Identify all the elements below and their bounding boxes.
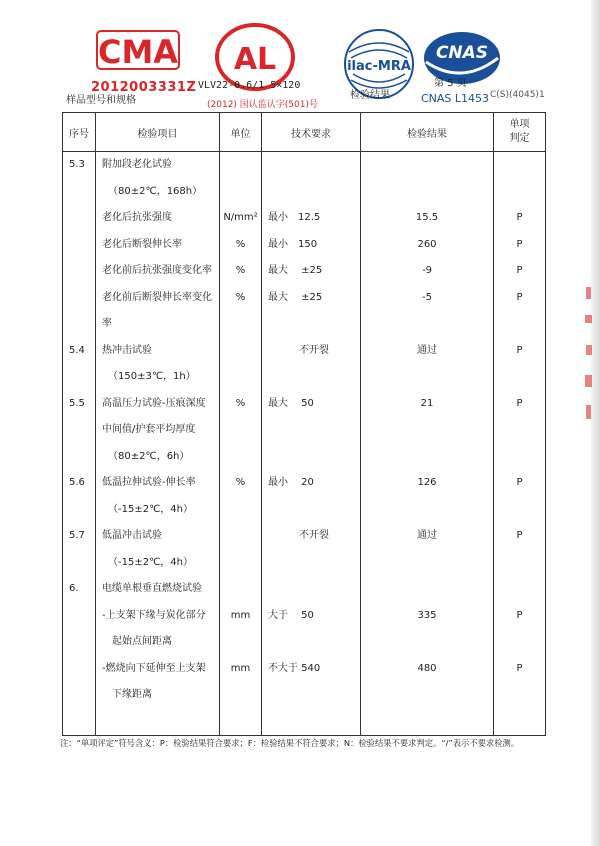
cell-num — [63, 152, 96, 338]
cell-item-line: 附加段老化试验 — [102, 159, 172, 170]
cell-item-line: 高温压力试验-压痕深度 — [102, 397, 206, 409]
cell-requirement-line: 不大于 540 — [268, 662, 321, 674]
cell-judgement — [494, 523, 546, 576]
cell-judgement-line — [494, 152, 545, 179]
cell-item-line: （-15±2℃，4h） — [108, 556, 194, 568]
cell-item-line: （-15±2℃，4h） — [108, 503, 194, 515]
cell-unit-line — [220, 364, 261, 391]
cell-unit — [220, 576, 262, 736]
cell-judgement-line: P — [516, 265, 523, 276]
cell-item — [96, 523, 220, 576]
cell-item-line: 老化后抗张强度 — [102, 212, 172, 223]
table-row — [63, 391, 546, 471]
cell-judgement-line: P — [516, 291, 523, 303]
cell-item-line: 老化前后断裂伸长率变化 — [102, 291, 212, 303]
cell-unit-line — [220, 576, 261, 603]
row-number — [69, 603, 95, 630]
cell-unit-line: % — [235, 477, 246, 488]
cell-unit-line: % — [235, 397, 246, 409]
cell-judgement — [494, 391, 546, 471]
cell-item — [96, 470, 220, 523]
cell-requirement-line: 最大 ±25 — [268, 265, 323, 276]
col-header-item: 检验项目 — [96, 113, 220, 152]
cell-result-line: 335 — [417, 609, 437, 621]
cell-result-line — [361, 576, 493, 603]
cell-result-line — [361, 364, 493, 391]
cell-num — [63, 391, 96, 471]
page-info: 第 5 页 — [434, 78, 467, 89]
cell-requirement — [262, 576, 361, 736]
row-number — [69, 179, 95, 206]
cell-item-line: 老化后断裂伸长率 — [102, 238, 182, 250]
sample-row — [62, 78, 545, 112]
svg-text:CMA: CMA — [97, 33, 179, 71]
cell-result-line — [361, 709, 493, 736]
col-header-judgement — [494, 113, 546, 152]
table-header-row — [63, 113, 546, 152]
cell-result-line: 480 — [417, 662, 437, 674]
cell-judgement-line: P — [516, 344, 523, 356]
cell-unit-line: mm — [230, 609, 251, 621]
cell-requirement-line — [268, 550, 360, 577]
row-number: 5.4 — [69, 344, 85, 356]
cell-result-line — [361, 497, 493, 524]
cell-judgement-line: P — [516, 212, 523, 223]
row-number — [69, 205, 95, 232]
cell-judgement-line: P — [516, 609, 523, 621]
col-header-num: 序号 — [63, 113, 96, 152]
cell-unit-line: N/mm² — [223, 212, 258, 223]
cell-result-line: -9 — [422, 265, 432, 276]
cell-result-line: 通过 — [417, 344, 437, 356]
cell-requirement-line: 最小 12.5 — [268, 212, 321, 223]
cell-result — [361, 470, 494, 523]
cell-judgement-line — [494, 550, 545, 577]
cell-unit-line — [220, 709, 261, 736]
cell-judgement-line — [494, 311, 545, 338]
cell-requirement-line: 不开裂 — [299, 344, 329, 356]
cell-unit-line — [220, 550, 261, 577]
cell-result-line — [361, 311, 493, 338]
cell-item-line: （80±2℃，168h） — [108, 185, 203, 197]
row-number — [69, 417, 95, 444]
cell-requirement — [262, 523, 361, 576]
cell-requirement-line: 最小 20 — [268, 477, 314, 488]
cell-unit — [220, 470, 262, 523]
row-number — [69, 444, 95, 471]
col-header-result: 检验结果 — [361, 113, 494, 152]
cell-judgement-line — [494, 444, 545, 471]
table-row — [63, 470, 546, 523]
cell-unit-line — [220, 523, 261, 550]
cell-requirement-line — [268, 152, 360, 179]
cell-result-line: 21 — [420, 397, 434, 409]
cell-unit — [220, 523, 262, 576]
cell-judgement-line — [494, 709, 545, 736]
row-number — [69, 497, 95, 524]
table-row — [63, 576, 546, 736]
cell-unit-line — [220, 338, 261, 365]
sample-value: VLV22-0.6/1 5×120 — [198, 80, 301, 91]
cell-requirement-line: 不开裂 — [299, 530, 329, 541]
cell-num — [63, 338, 96, 391]
cell-unit-line — [220, 417, 261, 444]
cell-unit-line — [220, 179, 261, 206]
result-label: 检验结果 — [350, 90, 390, 101]
cell-judgement-line — [494, 576, 545, 603]
cell-item-line: 老化前后抗张强度变化率 — [102, 265, 212, 276]
cell-judgement-line — [494, 179, 545, 206]
cell-result — [361, 152, 494, 338]
cell-judgement-line: P — [516, 477, 523, 488]
cell-unit-line — [220, 444, 261, 471]
cell-item — [96, 391, 220, 471]
cell-requirement — [262, 391, 361, 471]
side-seal-stamp — [583, 285, 595, 425]
cell-unit-line: % — [235, 238, 246, 250]
judge-header-line1: 单项 — [509, 119, 530, 130]
cell-judgement-line — [494, 364, 545, 391]
row-number — [69, 709, 95, 736]
cell-judgement-line — [494, 497, 545, 524]
cell-item-line: 率 — [102, 318, 112, 329]
cell-unit-line — [220, 152, 261, 179]
row-number: 5.3 — [69, 159, 85, 170]
cma-registration-no: 2012003331Z — [91, 80, 197, 95]
cell-unit-line — [220, 629, 261, 656]
cell-result-line — [361, 444, 493, 471]
cell-item-line: 起始点间距离 — [112, 636, 172, 647]
cell-result-line — [361, 682, 493, 709]
row-number — [69, 682, 95, 709]
row-number — [69, 232, 95, 259]
cell-unit-line — [220, 682, 261, 709]
cell-result — [361, 391, 494, 471]
cell-result-line — [361, 179, 493, 206]
cell-result — [361, 576, 494, 736]
row-number — [69, 311, 95, 338]
cell-requirement-line: 最大 50 — [268, 397, 314, 409]
cell-unit-line — [220, 497, 261, 524]
row-number — [69, 629, 95, 656]
svg-text:ilac-MRA: ilac-MRA — [347, 59, 411, 74]
cell-requirement-line — [268, 417, 360, 444]
col-header-unit: 单位 — [220, 113, 262, 152]
cell-num — [63, 523, 96, 576]
cnas-number: CNAS L1453 — [421, 92, 490, 105]
cell-unit — [220, 152, 262, 338]
table-row — [63, 152, 546, 338]
judge-header-line2: 判定 — [509, 133, 530, 144]
cell-result-line: 260 — [417, 238, 437, 250]
row-number: 5.7 — [69, 530, 85, 541]
cell-judgement-line: P — [516, 397, 523, 409]
cell-requirement-line: 最小 150 — [268, 238, 318, 250]
cell-judgement-line — [494, 417, 545, 444]
col-header-requirement: 技术要求 — [262, 113, 361, 152]
cell-requirement-line — [268, 179, 360, 206]
report-table — [62, 112, 546, 736]
cell-requirement — [262, 152, 361, 338]
cell-item-line: 低温拉伸试验-伸长率 — [102, 477, 196, 488]
row-number: 5.5 — [69, 397, 85, 409]
cma-logo — [95, 25, 181, 75]
cell-item-line: 中间值/护套平均厚度 — [102, 424, 196, 435]
cell-requirement-line — [268, 497, 360, 524]
row-number — [69, 258, 95, 285]
footnote: 注：“单项评定”符号含义：P：检验结果符合要求；F：检验结果不符合要求；N：检验结果不要求判定。“/”表示不要求检测。 — [60, 738, 520, 748]
cell-result-line: 通过 — [417, 530, 437, 541]
cell-requirement — [262, 338, 361, 391]
table-row — [63, 523, 546, 576]
svg-text:AL: AL — [233, 42, 277, 77]
cell-num — [63, 576, 96, 736]
table-row — [63, 338, 546, 391]
cell-item — [96, 152, 220, 338]
page-code: C(S)(4045)1 — [490, 90, 545, 100]
cell-result-line — [361, 417, 493, 444]
cell-requirement-line: 最大 ±25 — [268, 291, 323, 303]
cell-judgement — [494, 576, 546, 736]
cell-judgement-line: P — [516, 530, 523, 541]
svg-text:CNAS: CNAS — [435, 43, 489, 63]
cell-item-line: -燃烧向下延伸至上支架 — [102, 662, 206, 674]
cell-unit-line: % — [235, 291, 246, 303]
cell-item-line: 低温冲击试验 — [102, 530, 162, 541]
cell-judgement-line: P — [516, 662, 523, 674]
cell-requirement — [262, 470, 361, 523]
row-number: 5.6 — [69, 477, 85, 488]
cell-judgement-line: P — [516, 238, 523, 250]
cell-item — [96, 338, 220, 391]
cell-result — [361, 338, 494, 391]
cal-certificate-no: (2012) 国认监认字(501)号 — [207, 100, 318, 110]
cell-requirement-line — [268, 709, 360, 736]
row-number — [69, 364, 95, 391]
cell-item — [96, 576, 220, 736]
cell-num — [63, 470, 96, 523]
cell-requirement-line — [268, 682, 360, 709]
cell-requirement-line — [268, 444, 360, 471]
cell-result-line — [361, 629, 493, 656]
cell-judgement — [494, 470, 546, 523]
row-number: 6. — [69, 583, 79, 594]
cell-unit — [220, 391, 262, 471]
sample-label: 样品型号和规格 — [66, 95, 136, 106]
cell-judgement-line — [494, 682, 545, 709]
row-number — [69, 285, 95, 312]
cell-judgement — [494, 152, 546, 338]
cell-item-line: （80±2℃，6h） — [108, 450, 190, 462]
cell-requirement-line: 大于 50 — [268, 609, 314, 621]
row-number — [69, 656, 95, 683]
cell-item-line: 热冲击试验 — [102, 344, 152, 356]
cell-unit-line: mm — [230, 662, 251, 674]
cell-result-line — [361, 152, 493, 179]
cell-judgement-line — [494, 629, 545, 656]
cell-requirement-line — [268, 576, 360, 603]
cell-result-line — [361, 550, 493, 577]
cell-item-line: -上支架下缘与炭化部分 — [102, 609, 206, 621]
cell-requirement-line — [268, 364, 360, 391]
cell-result-line: 126 — [417, 477, 437, 488]
cell-requirement-line — [268, 311, 360, 338]
cell-item-line: 电缆单根垂直燃烧试验 — [102, 583, 202, 594]
cell-item-line — [102, 709, 219, 736]
cell-unit — [220, 338, 262, 391]
cell-result — [361, 523, 494, 576]
row-number — [69, 550, 95, 577]
cell-result-line: 15.5 — [415, 212, 439, 223]
cell-result-line: -5 — [422, 291, 432, 303]
cell-item-line: （150±3℃，1h） — [108, 371, 196, 382]
cell-requirement-line — [268, 629, 360, 656]
cell-judgement — [494, 338, 546, 391]
cell-item-line: 下缘距离 — [112, 689, 152, 700]
cell-unit-line — [220, 311, 261, 338]
cell-unit-line: % — [235, 265, 246, 276]
